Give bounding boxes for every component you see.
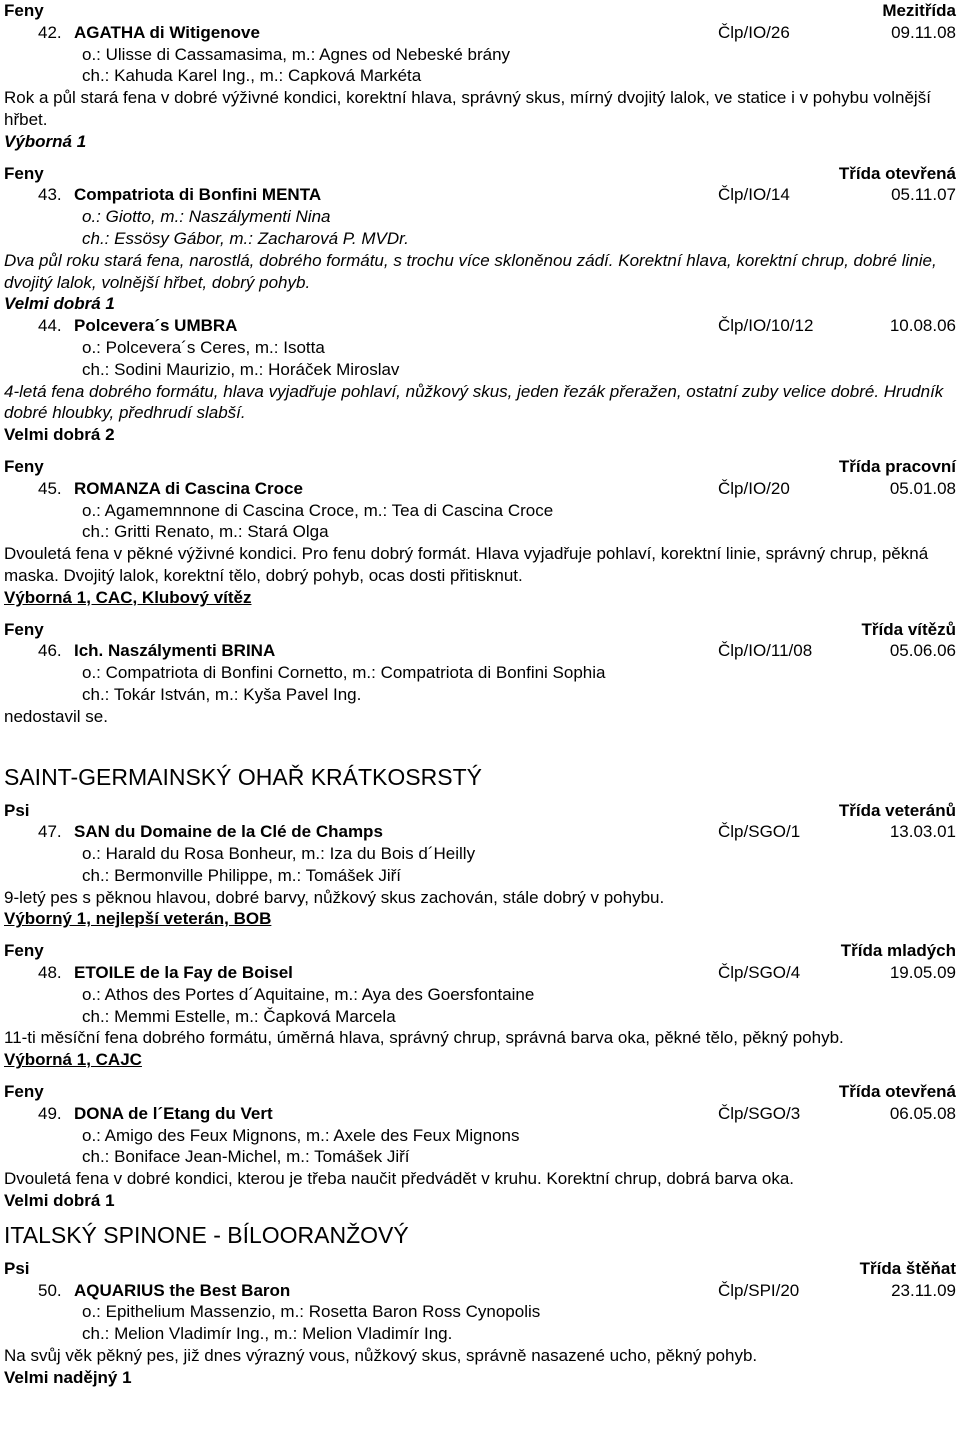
grade: Velmi dobrá 1 [4,1191,115,1211]
class-label: Třída veteránů [838,800,956,820]
entry-title [4,478,956,500]
dog-name: AQUARIUS the Best Baron [74,1280,291,1300]
entry-title [4,315,956,337]
description-italic: Dva půl roku stará fena, narostlá, dobrého formátu, s trochu více skloněnou zádí. [4,250,614,270]
class-header [4,163,956,185]
dog-name: AGATHA di Witigenove [74,22,260,42]
class-label: Třída pracovní [838,456,956,476]
parents: o.: Agamemnnone di Cascina Croce, m.: Tea di Cascina Croce [82,500,554,520]
grade: Výborný 1, nejlepší veterán, BOB [4,909,272,929]
entry-title [4,962,956,984]
class-label: Třída otevřená [838,163,956,183]
birth-date: 10.08.06 [889,316,956,336]
parents: o.: Compatriota di Bonfini Cornetto, m.: Compatriota di Bonfini Sophia [82,663,606,683]
birth-date: 09.11.08 [891,22,956,42]
description: Dvouletá fena v pěkné výživné kondici. Pro fenu dobrý formát. Hlava vyjadřuje pohlaví, korektní linie, správný chrup, pěkná maska. Dvojitý lalok, korektní tělo, dobrý pohyb, ocas dosti přitisknut. [4,544,929,585]
class-header [4,800,956,822]
parents: o.: Ulisse di Cassamasima, m.: Agnes od Nebeské brány [82,44,511,64]
sex-label: Psi [4,1258,30,1278]
birth-date: 13.03.01 [889,822,956,842]
parents: o.: Harald du Rosa Bonheur, m.: Iza du Bois d´Heilly [82,844,476,864]
registration: Člp/IO/20 [718,478,790,498]
sex-label: Feny [4,1082,44,1102]
dog-name: Polcevera´s UMBRA [74,316,238,336]
birth-date: 23.11.09 [891,1280,956,1300]
entry-number: 47. [38,822,62,842]
entry-number: 43. [38,185,62,205]
entry-number: 49. [38,1103,62,1123]
dog-name: ROMANZA di Cascina Croce [74,478,303,498]
parents: o.: Polcevera´s Ceres, m.: Isotta [82,337,325,357]
grade: Velmi dobrá 2 [4,425,115,445]
registration: Člp/IO/10/12 [718,316,814,336]
entry-number: 46. [38,641,62,661]
breeder-owner: ch.: Melion Vladimír Ing., m.: Melion Vladimír Ing. [82,1324,453,1344]
sex-label: Feny [4,456,44,476]
dog-name: Compatriota di Bonfini MENTA [74,185,322,205]
parents: o.: Giotto, m.: Naszálymenti Nina [82,207,331,227]
grade: Výborná 1, CAJC [4,1050,142,1070]
registration: Člp/IO/26 [718,22,790,42]
grade: Velmi dobrá 1 [4,294,115,314]
grade: Výborná 1 [4,131,87,151]
sex-label: Feny [4,163,44,183]
entry-number: 44. [38,316,62,336]
breeder-owner: ch.: Boniface Jean-Michel, m.: Tomášek Jiří [82,1147,410,1167]
breeder-owner: ch.: Gritti Renato, m.: Stará Olga [82,522,329,542]
class-header [4,0,956,22]
class-header [4,619,956,641]
birth-date: 06.05.08 [889,1103,956,1123]
description [4,250,956,294]
breeder-owner: ch.: Essösy Gábor, m.: Zacharová P. MVDr. [82,228,409,248]
class-header [4,940,956,962]
description: nedostavil se. [4,706,108,726]
breeder-owner: ch.: Kahuda Karel Ing., m.: Capková Markéta [82,66,422,86]
class-label: Třída mladých [840,941,956,961]
description: 9-letý pes s pěknou hlavou, dobré barvy, nůžkový skus zachován, stále dobrý v pohybu. [4,887,665,907]
registration: Člp/SGO/1 [718,822,801,842]
description-rest: Korektní hlava, korektní chrup, dobré linie, dvojitý lalok, volnější hřbet, dobrý pohyb. [4,250,937,292]
class-label: Třída vítězů [861,619,956,639]
breeder-owner: ch.: Tokár István, m.: Kyša Pavel Ing. [82,684,362,704]
class-label: Mezitřída [882,1,956,20]
breeder-owner: ch.: Memmi Estelle, m.: Čapková Marcela [82,1006,396,1026]
dog-name: SAN du Domaine de la Clé de Champs [74,822,383,842]
breeder-owner: ch.: Sodini Maurizio, m.: Horáček Miroslav [82,359,400,379]
registration: Člp/IO/11/08 [718,641,813,661]
description: Dvouletá fena v dobré kondici, kterou je třeba naučit předvádět v kruhu. Korektní chrup, dobrá barva oka. [4,1169,795,1189]
breed-heading: ITALSKÝ SPINONE - BÍLOORANŽOVÝ [4,1221,409,1248]
sex-label: Feny [4,1,44,20]
breeder-owner: ch.: Bermonville Philippe, m.: Tomášek Jiří [82,865,402,885]
dog-name: Ich. Naszálymenti BRINA [74,641,276,661]
grade: Velmi nadějný 1 [4,1367,132,1387]
sex-label: Feny [4,941,44,961]
dog-name: ETOILE de la Fay de Boisel [74,963,293,983]
description: Rok a půl stará fena v dobré výživné kondici, korektní hlava, správný skus, mírný dvojitý lalok, ve statice i v pohybu volnější hřbet. [4,88,931,129]
birth-date: 05.11.07 [891,185,956,205]
breed-heading: SAINT-GERMAINSKÝ OHAŘ KRÁTKOSRSTÝ [4,763,482,790]
class-header [4,1081,956,1103]
birth-date: 05.01.08 [889,478,956,498]
entry-title [4,821,956,843]
birth-date: 19.05.09 [889,963,956,983]
entry-number: 48. [38,963,62,983]
entry-title [4,640,956,662]
entry-number: 45. [38,478,62,498]
entry-number: 50. [38,1280,62,1300]
description: 4-letá fena dobrého formátu, hlava vyjadřuje pohlaví, nůžkový skus, jeden řezák přeražen, ostatní zuby velice dobré. Hrudník dobré hloubky, předhrudí slabší. [4,381,944,423]
class-label: Třída štěňat [859,1258,956,1278]
registration: Člp/SGO/4 [718,963,801,983]
registration: Člp/IO/14 [718,185,790,205]
sex-label: Feny [4,619,44,639]
registration: Člp/SGO/3 [718,1103,801,1123]
entry-title [4,1103,956,1125]
class-header [4,456,956,478]
entry-number: 42. [38,22,62,42]
grade: Výborná 1, CAC, Klubový vítěz [4,587,252,607]
parents: o.: Amigo des Feux Mignons, m.: Axele des Feux Mignons [82,1125,520,1145]
registration: Člp/SPI/20 [718,1280,800,1300]
dog-name: DONA de l´Etang du Vert [74,1103,273,1123]
sex-label: Psi [4,800,30,820]
description: 11-ti měsíční fena dobrého formátu, úměrná hlava, správný chrup, správná barva oka, pěkné tělo, pěkný pohyb. [4,1028,844,1048]
class-label: Třída otevřená [838,1082,956,1102]
class-header [4,1258,956,1280]
parents: o.: Epithelium Massenzio, m.: Rosetta Baron Ross Cynopolis [82,1302,541,1322]
description: Na svůj věk pěkný pes, již dnes výrazný vous, nůžkový skus, správně nasazené ucho, pěkný pohyb. [4,1346,758,1366]
entry-title [4,22,956,44]
birth-date: 05.06.06 [889,641,956,661]
entry-title [4,1280,956,1302]
entry-title [4,184,956,206]
parents: o.: Athos des Portes d´Aquitaine, m.: Aya des Goersfontaine [82,984,535,1004]
